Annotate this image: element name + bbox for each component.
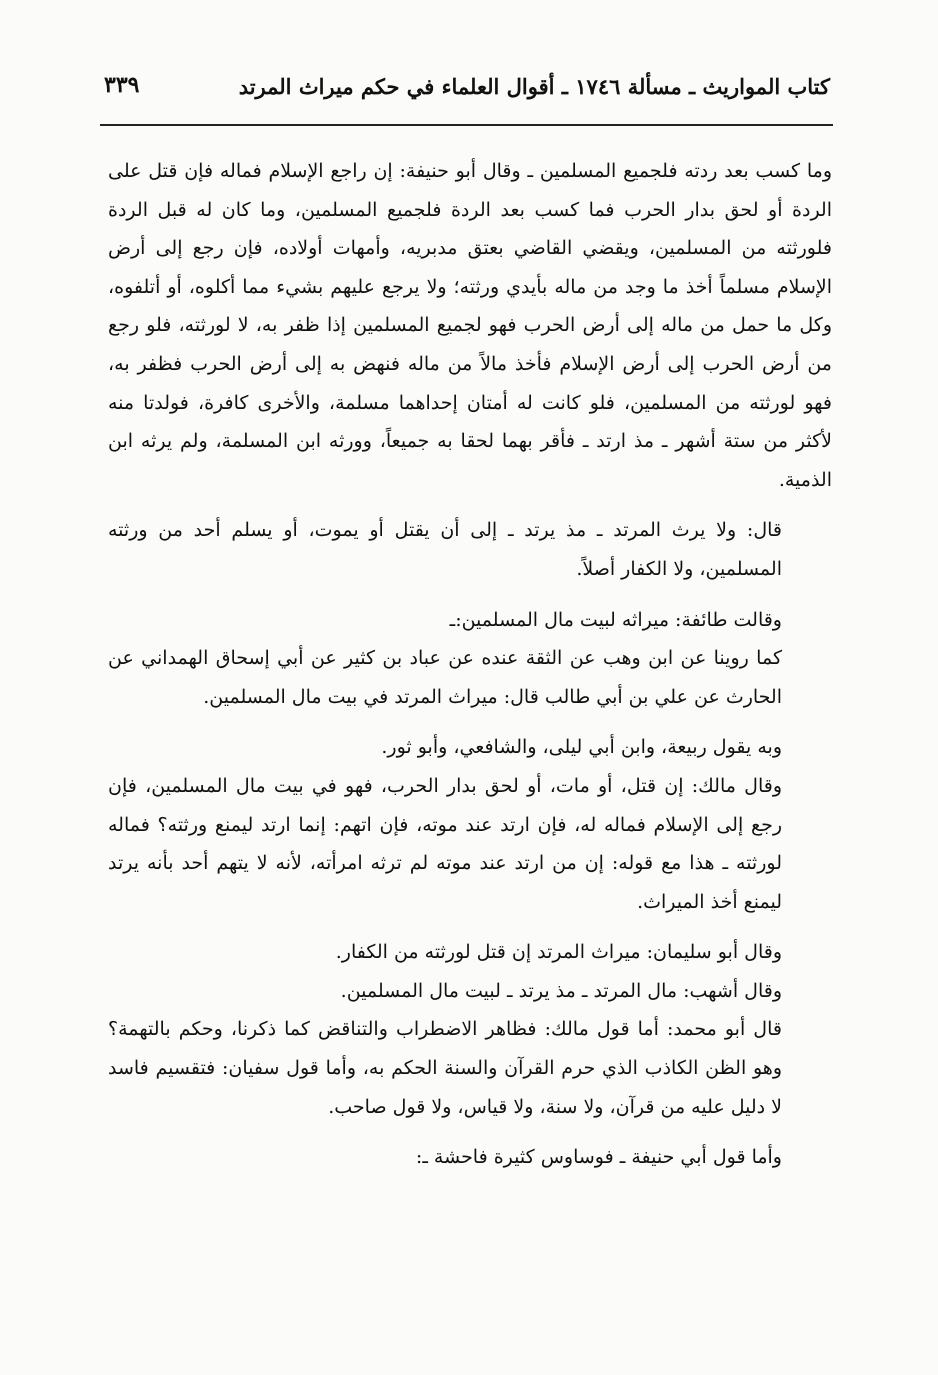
running-header xyxy=(104,64,830,120)
paragraph-10: وأما قول أبي حنيفة ـ فوساوس كثيرة فاحشة ـ: xyxy=(415,1146,782,1169)
paragraph-2: قال: ولا يرث المرتد ـ مذ يرتد ـ إلى أن يقتل أو يموت، أو يسلم أحد من ورثته المسلمين، ولا الكفار أصلاً. xyxy=(108,519,782,580)
paragraph-6: وقال مالك: إن قتل، أو مات، أو لحق بدار الحرب، فهو في بيت مال المسلمين، فإن رجع إلى الإسلام فماله له، فإن ارتد عند موته، فإن اتهم: إنما ارتد ليمنع ورثته؟ فماله لورثته ـ هذا مع قوله: إن من ارتد عند موته لم ترثه امرأته، لأنه لا يتهم أحد بأنه يرتد ليمنع أخذ الميراث. xyxy=(108,774,782,913)
header-title: كتاب المواريث ـ مسألة ١٧٤٦ ـ أقوال العلماء في حكم ميراث المرتد xyxy=(238,74,830,99)
header-rule xyxy=(100,124,833,126)
paragraph-8: وقال أشهب: مال المرتد ـ مذ يرتد ـ لبيت مال المسلمين. xyxy=(340,979,782,1002)
paragraph-5: وبه يقول ربيعة، وابن أبي ليلى، والشافعي، وأبو ثور. xyxy=(381,736,782,759)
paragraph-9: قال أبو محمد: أما قول مالك: فظاهر الاضطراب والتناقض كما ذكرنا، وحكم بالتهمة؟ وهو الظن الكاذب الذي حرم القرآن والسنة الحكم به، وأما قول سفيان: فتقسيم فاسد لا دليل عليه من قرآن، ولا سنة، ولا قياس، ولا قول صاحب. xyxy=(108,1018,782,1118)
page-number: ٣٣٩ xyxy=(104,72,140,98)
paragraph-3: وقالت طائفة: ميراثه لبيت مال المسلمين:ـ xyxy=(449,608,782,631)
paragraph-7: وقال أبو سليمان: ميراث المرتد إن قتل لورثته من الكفار. xyxy=(335,941,782,964)
paragraph-1: وما كسب بعد ردته فلجميع المسلمين ـ وقال أبو حنيفة: إن راجع الإسلام فماله فإن قتل على الردة أو لحق بدار الحرب فما كسب بعد الردة فلجميع المسلمين، وما كان له قبل الردة فلورثته من المسلمين، ويقضي القاضي بعتق مدبريه، وأمهات أولاده، فإن رجع إلى أرض الإسلام مسلماً أخذ ما وجد من ماله بأيدي ورثته؛ ولا يرجع عليهم بشيء مما أكلوه، أو أتلفوه، وكل ما حمل من ماله إلى أرض الحرب فهو لجميع المسلمين إذا ظفر به، لا لورثته، فلو رجع من أرض الحرب إلى أرض الإسلام فأخذ مالاً من ماله فنهض به إلى أرض الحرب فظفر به، فهو لورثته من المسلمين، فلو كانت له أمتان إحداهما مسلمة، والأخرى كافرة، فولدتا منه لأكثر من ستة أشهر ـ مذ ارتد ـ فأقر بهما لحقا به جميعاً، وورثه ابن المسلمة، ولم يرثه ابن الذمية. xyxy=(108,160,832,491)
paragraph-4: كما روينا عن ابن وهب عن الثقة عنده عن عباد بن كثير عن أبي إسحاق الهمداني عن الحارث عن علي بن أبي طالب قال: ميراث المرتد في بيت مال المسلمين. xyxy=(108,647,782,708)
body-text xyxy=(108,152,832,1177)
